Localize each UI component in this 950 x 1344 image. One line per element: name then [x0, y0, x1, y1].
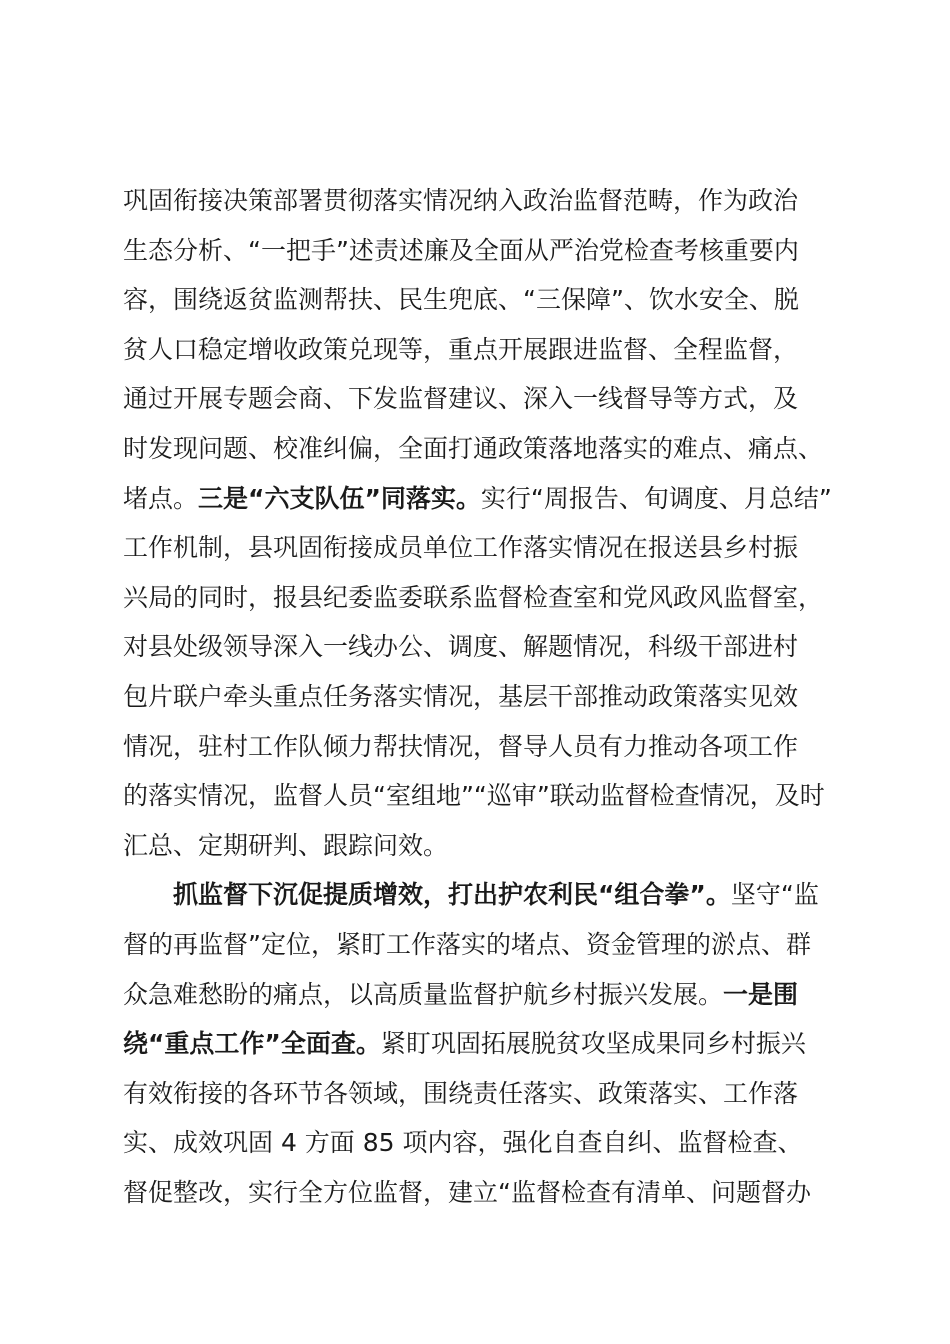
text-line: 生态分析、“一把手”述责述廉及全面从严治党检查考核重要内 [123, 235, 799, 265]
text-line [123, 870, 835, 920]
text-run: 实行“周报告、旬调度、月总结” [480, 483, 832, 513]
text-line: 督的再监督”定位，紧盯工作落实的堵点、资金管理的淤点、群 [123, 929, 811, 959]
text-line: 的落实情况，监督人员“室组地”“巡审”联动监督检查情况，及时 [123, 781, 825, 811]
bold-section-heading: 抓监督下沉促提质增效，打出护农利民“组合拳”。 [173, 880, 731, 910]
bold-heading-one: 一是围 [723, 979, 799, 1009]
text-line: 包片联户牵头重点任务落实情况，基层干部推动政策落实见效 [123, 681, 799, 711]
text-line [123, 970, 835, 1020]
text-line [123, 474, 835, 524]
text-line: 贫人口稳定增收政策兑现等，重点开展跟进监督、全程监督， [123, 334, 799, 364]
text-run: 众急难愁盼的痛点，以高质量监督护航乡村振兴发展。 [123, 979, 724, 1009]
paragraph-2 [123, 870, 835, 1217]
text-line [123, 1019, 835, 1069]
text-line: 汇总、定期研判、跟踪问效。 [123, 830, 449, 860]
paragraph-1 [123, 176, 835, 870]
bold-heading-one-cont: 绕“重点工作”全面查。 [123, 1029, 381, 1059]
text-run: 坚守“监 [730, 880, 819, 910]
text-line: 实、成效巩固 4 方面 85 项内容，强化自查自纠、监督检查、 [123, 1128, 803, 1158]
text-line: 时发现问题、校准纠偏，全面打通政策落地落实的难点、痛点、 [123, 433, 824, 463]
text-line: 巩固衔接决策部署贯彻落实情况纳入政治监督范畴，作为政治 [123, 186, 799, 215]
text-line: 通过开展专题会商、下发监督建议、深入一线督导等方式，及 [123, 384, 799, 414]
text-line: 情况，驻村工作队倾力帮扶情况，督导人员有力推动各项工作 [123, 731, 799, 761]
text-run: 紧盯巩固拓展脱贫攻坚成果同乡村振兴 [380, 1029, 806, 1059]
text-line: 对县处级领导深入一线办公、调度、解题情况，科级干部进村 [123, 632, 799, 662]
text-run: 堵点。 [123, 483, 199, 513]
bold-heading-three: 三是“六支队伍”同落实。 [198, 483, 481, 513]
text-line: 兴局的同时，报县纪委监委联系监督检查室和党风政风监督室， [123, 582, 824, 612]
text-line: 督促整改，实行全方位监督，建立“监督检查有清单、问题督办 [123, 1177, 811, 1207]
body-text [123, 176, 835, 1217]
text-line: 工作机制，县巩固衔接成员单位工作落实情况在报送县乡村振 [123, 533, 799, 563]
text-line: 容，围绕返贫监测帮扶、民生兜底、“三保障”、饮水安全、脱 [123, 285, 799, 315]
text-line: 有效衔接的各环节各领域，围绕责任落实、政策落实、工作落 [123, 1078, 799, 1108]
